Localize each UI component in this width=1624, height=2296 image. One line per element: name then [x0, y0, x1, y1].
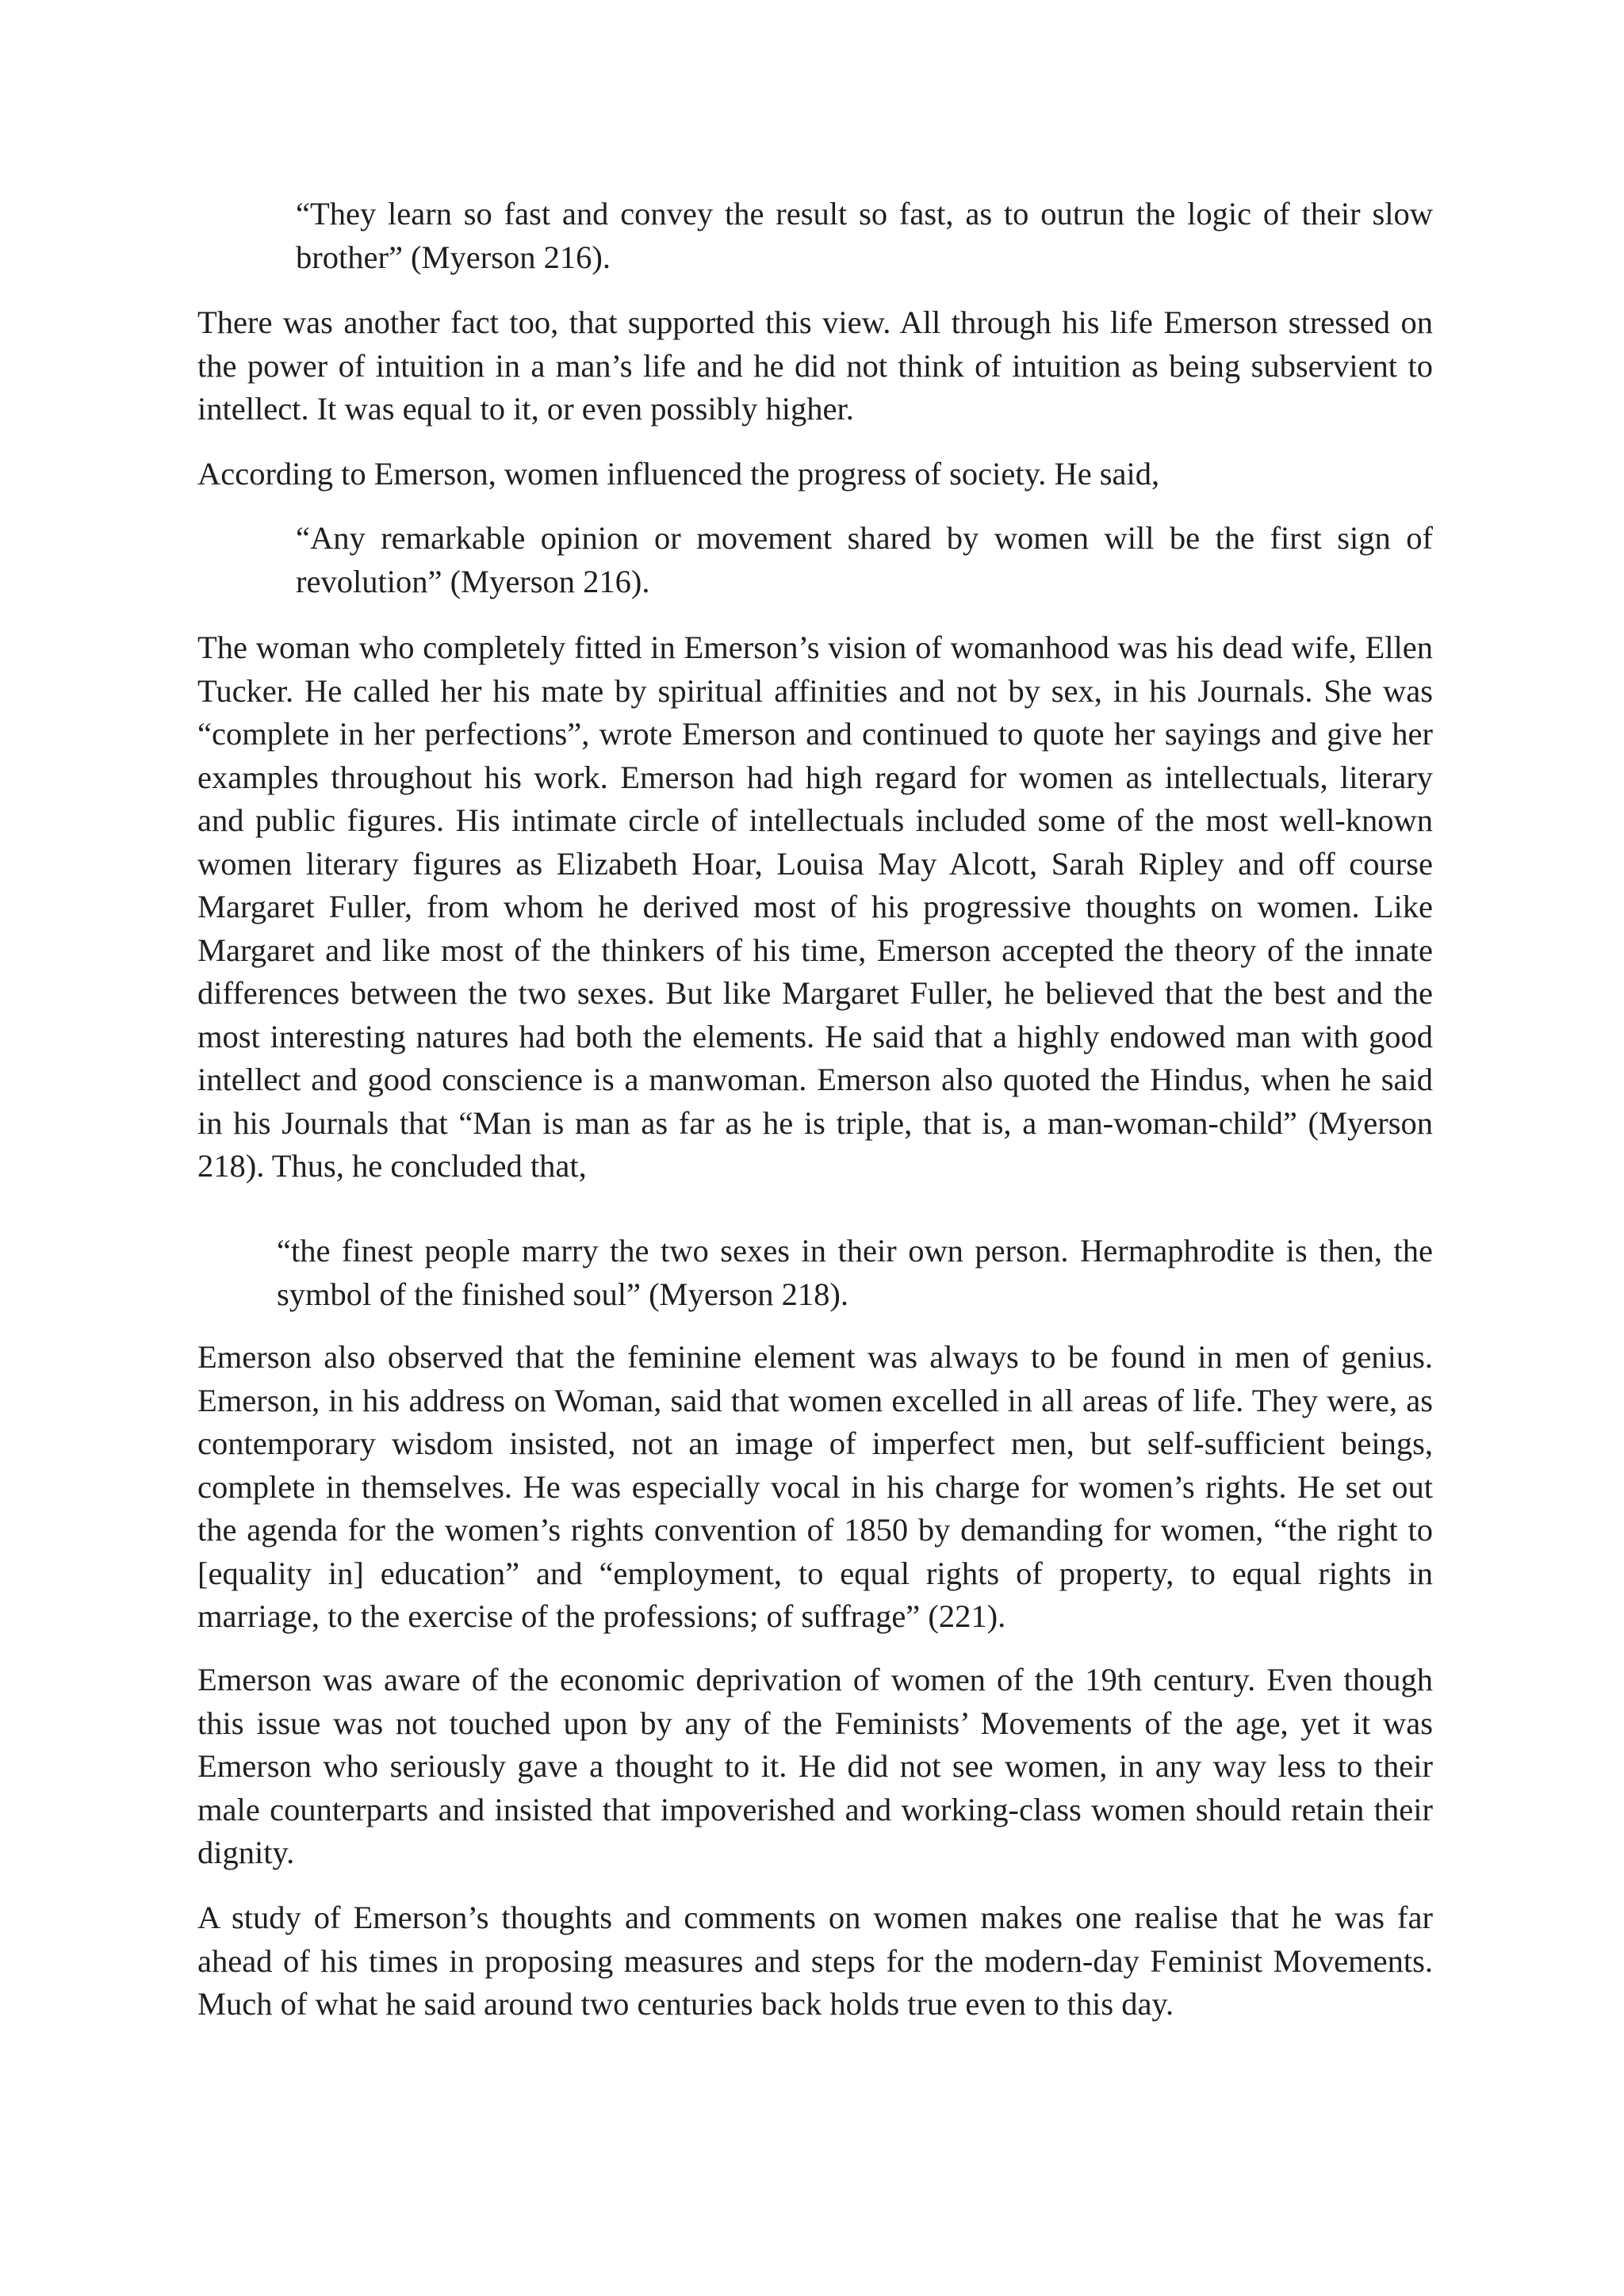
- block-quote: “They learn so fast and convey the result so fast, as to outrun the logic of their slow brother” (Myerson 216).: [296, 196, 1433, 275]
- block-quote: “Any remarkable opinion or movement shared by women will be the first sign of revolution” (Myerson 216).: [296, 520, 1433, 599]
- body-paragraph: There was another fact too, that supported this view. All through his life Emerson stressed on the power of intuition in a man’s life and he did not think of intuition as being subservient to intellect. It was equal to it, or even possibly higher.: [197, 304, 1433, 427]
- body-paragraph: Emerson also observed that the feminine element was always to be found in men of genius. Emerson, in his address on Woman, said that women excelled in all areas of life. They were, as contemporary wisdom insisted, not an image of imperfect men, but self-sufficient beings, complete in themselves. He was especially vocal in his charge for women’s rights. He set out the agenda for the women’s rights convention of 1850 by demanding for women, “the right to [equality in] education” and “employment, to equal rights of property, to equal rights in marriage, to the exercise of the professions; of suffrage” (221).: [197, 1339, 1433, 1634]
- block-quote: “the finest people marry the two sexes in their own person. Hermaphrodite is then, the symbol of the finished soul” (Myerson 218).: [277, 1233, 1433, 1312]
- body-paragraph: A study of Emerson’s thoughts and comments on women makes one realise that he was far ahead of his times in proposing measures and steps for the modern-day Feminist Movements. Much of what he said around two centuries back holds true even to this day.: [197, 1900, 1433, 2022]
- body-paragraph: Emerson was aware of the economic deprivation of women of the 19th century. Even though this issue was not touched upon by any of the Feminists’ Movements of the age, yet it was Emerson who seriously gave a thought to it. He did not see women, in any way less to their male counterparts and insisted that impoverished and working-class women should retain their dignity.: [197, 1662, 1433, 1870]
- body-paragraph: The woman who completely fitted in Emerson’s vision of womanhood was his dead wife, Ellen Tucker. He called her his mate by spiritual affinities and not by sex, in his Journals. She was “complete in her perfections”, wrote Emerson and continued to quote her sayings and give her examples throughout his work. Emerson had high regard for women as intellectuals, literary and public figures. His intimate circle of intellectuals included some of the most well-known women literary figures as Elizabeth Hoar, Louisa May Alcott, Sarah Ripley and off course Margaret Fuller, from whom he derived most of his progressive thoughts on women. Like Margaret and like most of the thinkers of his time, Emerson accepted the theory of the innate differences between the two sexes. But like Margaret Fuller, he believed that the best and the most interesting natures had both the elements. He said that a highly endowed man with good intellect and good conscience is a manwoman. Emerson also quoted the Hindus, when he said in his Journals that “Man is man as far as he is triple, that is, a man-woman-child” (Myerson 218). Thus, he concluded that,: [197, 629, 1433, 1184]
- body-paragraph: According to Emerson, women influenced the progress of society. He said,: [197, 456, 1160, 492]
